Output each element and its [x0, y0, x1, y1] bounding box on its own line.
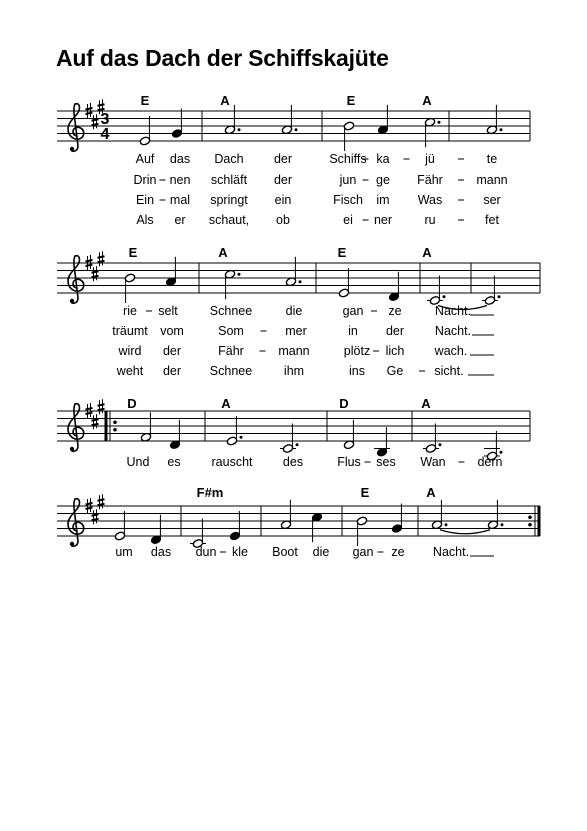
time-signature-numerator: 3: [100, 111, 110, 128]
half-note: [114, 511, 125, 541]
lyric-syllable: plötz: [343, 344, 371, 358]
lyric-syllable: mal: [169, 193, 191, 207]
lyric-syllable: schläft: [210, 173, 248, 187]
chord-symbol: D: [339, 396, 349, 411]
lyric-syllable: springt: [210, 193, 248, 207]
dotted-half-note: [486, 105, 502, 135]
lyric-syllable: Nacht.: [434, 324, 472, 338]
repeat-dot: [528, 515, 532, 519]
sharp-bar: [86, 508, 93, 510]
half-note: [140, 412, 151, 442]
tie: [440, 530, 490, 534]
augmentation-dot: [240, 436, 243, 439]
lyric-syllable: dun: [195, 545, 217, 559]
chord-symbol: D: [127, 396, 137, 411]
sharp-bar: [98, 256, 105, 258]
sharp-bar: [98, 504, 105, 506]
quarter-note: [229, 511, 240, 541]
lyric-syllable: das: [150, 545, 172, 559]
lyric-syllable: wach.: [434, 344, 468, 358]
chord-symbol: E: [337, 245, 347, 260]
lyric-syllable: Ge: [386, 364, 404, 378]
quarter-note: [374, 427, 390, 457]
dotted-half-note: [427, 276, 446, 306]
lyric-syllable: des: [282, 455, 304, 469]
lyric-syllable: vom: [160, 324, 184, 338]
repeat-dot: [528, 523, 532, 527]
sharp-bar: [92, 124, 99, 126]
dotted-half-note: [281, 105, 297, 135]
dotted-half-note: [224, 105, 240, 135]
dotted-half-note: [487, 500, 503, 530]
sharp-bar: [92, 119, 99, 121]
dotted-half-note: [424, 117, 440, 147]
lyric-syllable: das: [169, 152, 191, 166]
lyric-syllable: der: [162, 364, 182, 378]
lyric-syllable: es: [167, 455, 181, 469]
lyric-syllable: Was: [417, 193, 443, 207]
sharp-bar: [92, 424, 99, 426]
augmentation-dot: [443, 295, 446, 298]
lyric-syllable: Wan: [420, 455, 446, 469]
lyric-syllable: Schnee: [209, 304, 253, 318]
half-note: [338, 268, 349, 298]
lyric-syllable: mann: [278, 344, 310, 358]
lyric-syllable: Fähr: [218, 344, 244, 358]
dotted-half-note: [224, 269, 240, 299]
lyric-syllable: ins: [349, 364, 365, 378]
sharp-bar: [98, 409, 105, 411]
augmentation-dot: [500, 128, 503, 131]
quarter-note: [150, 515, 161, 545]
chord-symbol: E: [360, 485, 370, 500]
chord-symbol: A: [422, 245, 432, 260]
sharp-bar: [98, 261, 105, 263]
lyric-syllable: dern: [477, 455, 503, 469]
dotted-half-note: [280, 424, 299, 454]
half-note: [139, 116, 150, 146]
sharp-bar: [98, 499, 105, 501]
lyric-syllable: ein: [274, 193, 292, 207]
lyric-syllable: mann: [476, 173, 508, 187]
lyric-syllable: ge: [376, 173, 390, 187]
lyric-syllable: ru: [424, 213, 436, 227]
lyric-syllable: Boot: [272, 545, 298, 559]
lyric-syllable: fet: [485, 213, 499, 227]
lyric-syllable: ihm: [283, 364, 305, 378]
lyric-syllable: Nacht.: [432, 545, 470, 559]
lyric-syllable: der: [273, 173, 293, 187]
lyric-syllable: Dach: [214, 152, 244, 166]
sharp-bar: [86, 265, 93, 267]
sharp-bar: [86, 113, 93, 115]
repeat-dot: [113, 428, 117, 432]
half-note: [343, 121, 354, 151]
lyric-syllable: Fisch: [333, 193, 363, 207]
lyric-syllable: im: [376, 193, 390, 207]
lyric-syllable: ka: [376, 152, 390, 166]
augmentation-dot: [439, 443, 442, 446]
clef-dot: [70, 299, 74, 303]
sharp-icon: [92, 266, 99, 281]
sharp-icon: [98, 399, 105, 414]
lyric-syllable: ses: [376, 455, 396, 469]
chord-symbol: E: [140, 93, 150, 108]
sharp-bar: [86, 413, 93, 415]
chord-symbol: A: [220, 93, 230, 108]
lyric-syllable: weht: [116, 364, 144, 378]
sharp-bar: [92, 271, 99, 273]
lyric-syllable: um: [115, 545, 133, 559]
lyric-syllable: ob: [276, 213, 290, 227]
lyric-syllable: Nacht.: [434, 304, 472, 318]
lyric-syllable: Flus: [337, 455, 361, 469]
quarter-note: [388, 272, 399, 302]
clef-dot: [70, 147, 74, 151]
clef-dot: [70, 447, 74, 451]
repeat-dot: [113, 420, 117, 424]
lyric-syllable: Als: [136, 213, 154, 227]
lyric-syllable: Schnee: [209, 364, 253, 378]
quarter-note: [169, 420, 180, 450]
augmentation-dot: [238, 273, 241, 276]
lyric-syllable: Som: [218, 324, 244, 338]
dotted-half-note: [482, 276, 501, 306]
lyric-syllable: ner: [373, 213, 393, 227]
augmentation-dot: [295, 128, 298, 131]
augmentation-dot: [299, 280, 302, 283]
lyric-syllable: Drin: [133, 173, 157, 187]
lyric-syllable: gan: [352, 545, 374, 559]
lyric-syllable: lich: [385, 344, 405, 358]
lyric-syllable: Schiffs: [329, 152, 367, 166]
dotted-half-note: [431, 500, 447, 530]
augmentation-dot: [498, 295, 501, 298]
lyric-syllable: ei: [343, 213, 353, 227]
quarter-note: [391, 504, 402, 534]
chord-symbol: A: [218, 245, 228, 260]
lyric-syllable: in: [348, 324, 358, 338]
time-signature-denominator: 4: [100, 126, 110, 143]
dotted-half-note: [423, 424, 442, 454]
lyric-syllable: Auf: [135, 152, 155, 166]
augmentation-dot: [238, 128, 241, 131]
lyric-syllable: Und: [126, 455, 150, 469]
half-note: [356, 516, 367, 546]
lyric-syllable: jü: [425, 152, 435, 166]
lyric-syllable: der: [162, 344, 182, 358]
augmentation-dot: [500, 451, 503, 454]
lyric-syllable: er: [174, 213, 186, 227]
chord-symbol: A: [426, 485, 436, 500]
sharp-icon: [92, 114, 99, 129]
lyric-syllable: Fähr: [417, 173, 443, 187]
sharp-bar: [86, 408, 93, 410]
chord-symbol: A: [421, 396, 431, 411]
sharp-bar: [92, 519, 99, 521]
sharp-bar: [98, 404, 105, 406]
lyric-syllable: wird: [118, 344, 142, 358]
lyric-syllable: ze: [388, 304, 402, 318]
quarter-note: [377, 105, 388, 135]
clef-dot: [70, 542, 74, 546]
quarter-note: [171, 109, 182, 139]
lyric-syllable: die: [285, 304, 303, 318]
dotted-half-note: [285, 257, 301, 287]
lyric-syllable: gan: [342, 304, 364, 318]
chord-symbol: F#m: [196, 485, 224, 500]
lyric-syllable: selt: [158, 304, 178, 318]
lyric-syllable: te: [486, 152, 498, 166]
sharp-bar: [92, 419, 99, 421]
augmentation-dot: [501, 523, 504, 526]
sharp-bar: [92, 514, 99, 516]
sharp-icon: [92, 414, 99, 429]
chord-symbol: E: [128, 245, 138, 260]
lyric-syllable: ser: [483, 193, 501, 207]
half-note: [343, 420, 354, 450]
sharp-bar: [86, 108, 93, 110]
sharp-icon: [98, 251, 105, 266]
lyric-syllable: schaut,: [208, 213, 250, 227]
lyric-syllable: mer: [285, 324, 307, 338]
lyric-syllable: Ein: [135, 193, 155, 207]
lyric-syllable: der: [273, 152, 293, 166]
augmentation-dot: [445, 523, 448, 526]
sharp-icon: [98, 494, 105, 509]
lyric-syllable: rie: [123, 304, 137, 318]
chord-symbol: A: [422, 93, 432, 108]
half-note: [280, 500, 291, 530]
sharp-icon: [92, 509, 99, 524]
lyric-syllable: die: [312, 545, 330, 559]
lyric-syllable: rauscht: [211, 455, 253, 469]
quarter-note: [311, 512, 322, 542]
sharp-bar: [98, 104, 105, 106]
chord-symbol: A: [221, 396, 231, 411]
lyric-syllable: der: [385, 324, 405, 338]
sharp-bar: [86, 260, 93, 262]
lyric-syllable: sicht.: [434, 364, 464, 378]
chord-symbol: E: [346, 93, 356, 108]
sharp-bar: [92, 276, 99, 278]
half-note: [190, 519, 206, 549]
song-title: Auf das Dach der Schiffskajüte: [56, 45, 389, 71]
lyric-syllable: nen: [169, 173, 191, 187]
sharp-bar: [86, 503, 93, 505]
lyric-syllable: ze: [391, 545, 405, 559]
lyric-syllable: jun: [339, 173, 357, 187]
lyric-syllable: kle: [232, 545, 248, 559]
augmentation-dot: [296, 443, 299, 446]
quarter-note: [165, 257, 176, 287]
half-note: [124, 273, 135, 303]
augmentation-dot: [438, 121, 441, 124]
lyric-syllable: träumt: [112, 324, 148, 338]
